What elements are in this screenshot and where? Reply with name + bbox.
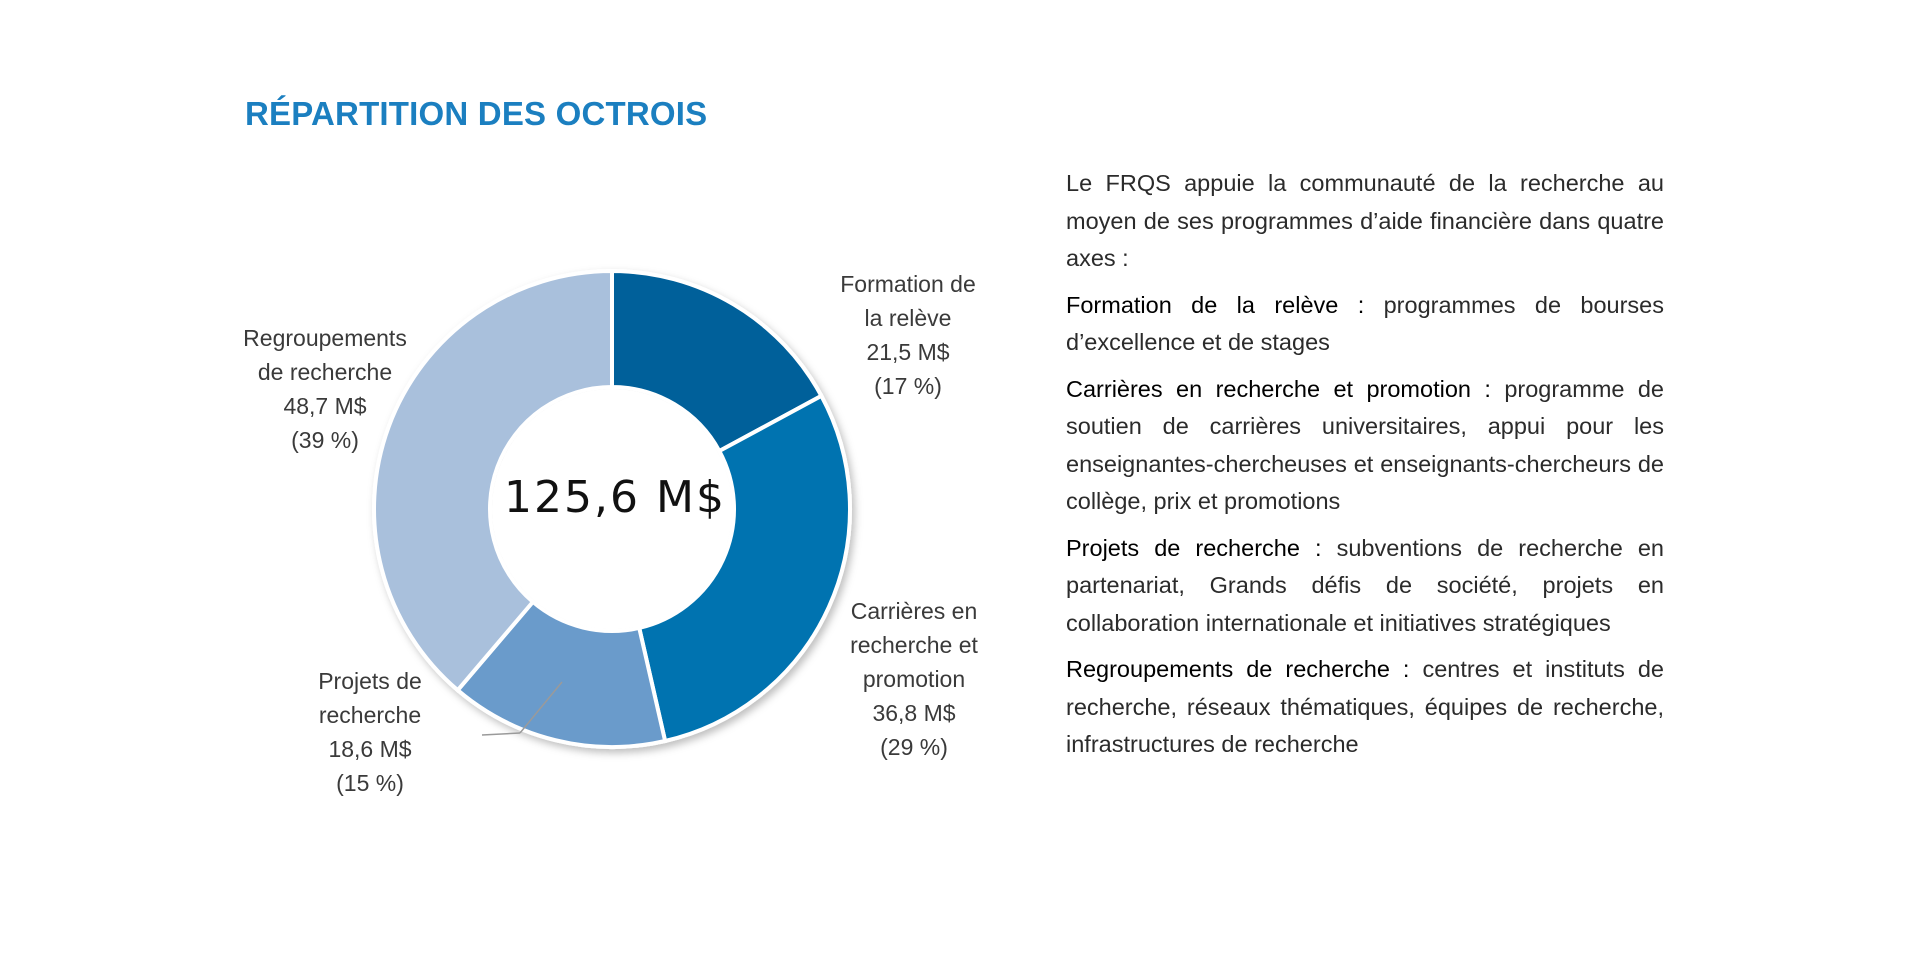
slice-value-label: 21,5 M$ bbox=[866, 339, 950, 365]
axis-paragraph bbox=[1066, 371, 1664, 521]
axis-text: programmes de bourses d’excellence et de stages bbox=[1066, 291, 1664, 355]
axis-name: Projets de recherche : bbox=[1066, 534, 1322, 561]
slice-percent-label: (15 %) bbox=[336, 770, 404, 796]
slice-label-formation-releve bbox=[828, 267, 988, 403]
axis-paragraph bbox=[1066, 651, 1664, 764]
slice-percent-label: (39 %) bbox=[291, 427, 359, 453]
description-intro: Le FRQS appuie la communauté de la recherche au moyen de ses programmes d’aide financière dans quatre axes : bbox=[1066, 170, 1664, 271]
slice-value-label: 36,8 M$ bbox=[872, 700, 956, 726]
axis-text: programme de soutien de carrières universitaires, appui pour les enseignantes-chercheuses et enseignants-chercheurs de collège, prix et promotions bbox=[1066, 375, 1665, 514]
axis-paragraph bbox=[1066, 530, 1664, 643]
slice-name-line: Formation de bbox=[840, 271, 976, 297]
slice-label-regroupements-recherche bbox=[225, 321, 425, 457]
slice-name-line: de recherche bbox=[257, 359, 393, 385]
slice-name-line: Projets de bbox=[318, 668, 422, 694]
slice-label-projets-recherche bbox=[290, 664, 450, 800]
axis-name: Carrières en recherche et promotion : bbox=[1066, 375, 1491, 402]
slice-name-line: Carrières en bbox=[850, 598, 978, 624]
page-title: RÉPARTITION DES OCTROIS bbox=[245, 95, 708, 132]
slice-value-label: 48,7 M$ bbox=[283, 393, 367, 419]
slice-percent-label: (29 %) bbox=[880, 734, 948, 760]
slice-name-line: recherche et bbox=[850, 632, 978, 658]
slice-name-line: promotion bbox=[862, 666, 966, 692]
slice-value-label: 18,6 M$ bbox=[328, 736, 412, 762]
axis-text: centres et instituts de recherche, réseaux thématiques, équipes de recherche, infrastructures de recherche bbox=[1066, 656, 1664, 757]
label-leader-line-tail bbox=[482, 733, 520, 735]
axis-name: Regroupements de recherche : bbox=[1066, 656, 1410, 682]
donut-center-total: 125,6 M$ bbox=[504, 472, 726, 523]
description-text bbox=[1066, 165, 1664, 773]
axis-name: Formation de la relève : bbox=[1066, 291, 1365, 318]
slice-name-line: Regroupements bbox=[243, 325, 407, 351]
slice-label-carrieres-recherche bbox=[832, 594, 996, 764]
slice-name-line: recherche bbox=[318, 702, 422, 728]
axis-paragraph bbox=[1066, 287, 1664, 362]
slice-name-line: la relève bbox=[864, 305, 952, 331]
axis-text: subventions de recherche en partenariat, Grands défis de société, projets en collaboration internationale et initiatives stratégiques bbox=[1066, 534, 1664, 636]
slice-percent-label: (17 %) bbox=[874, 373, 942, 399]
